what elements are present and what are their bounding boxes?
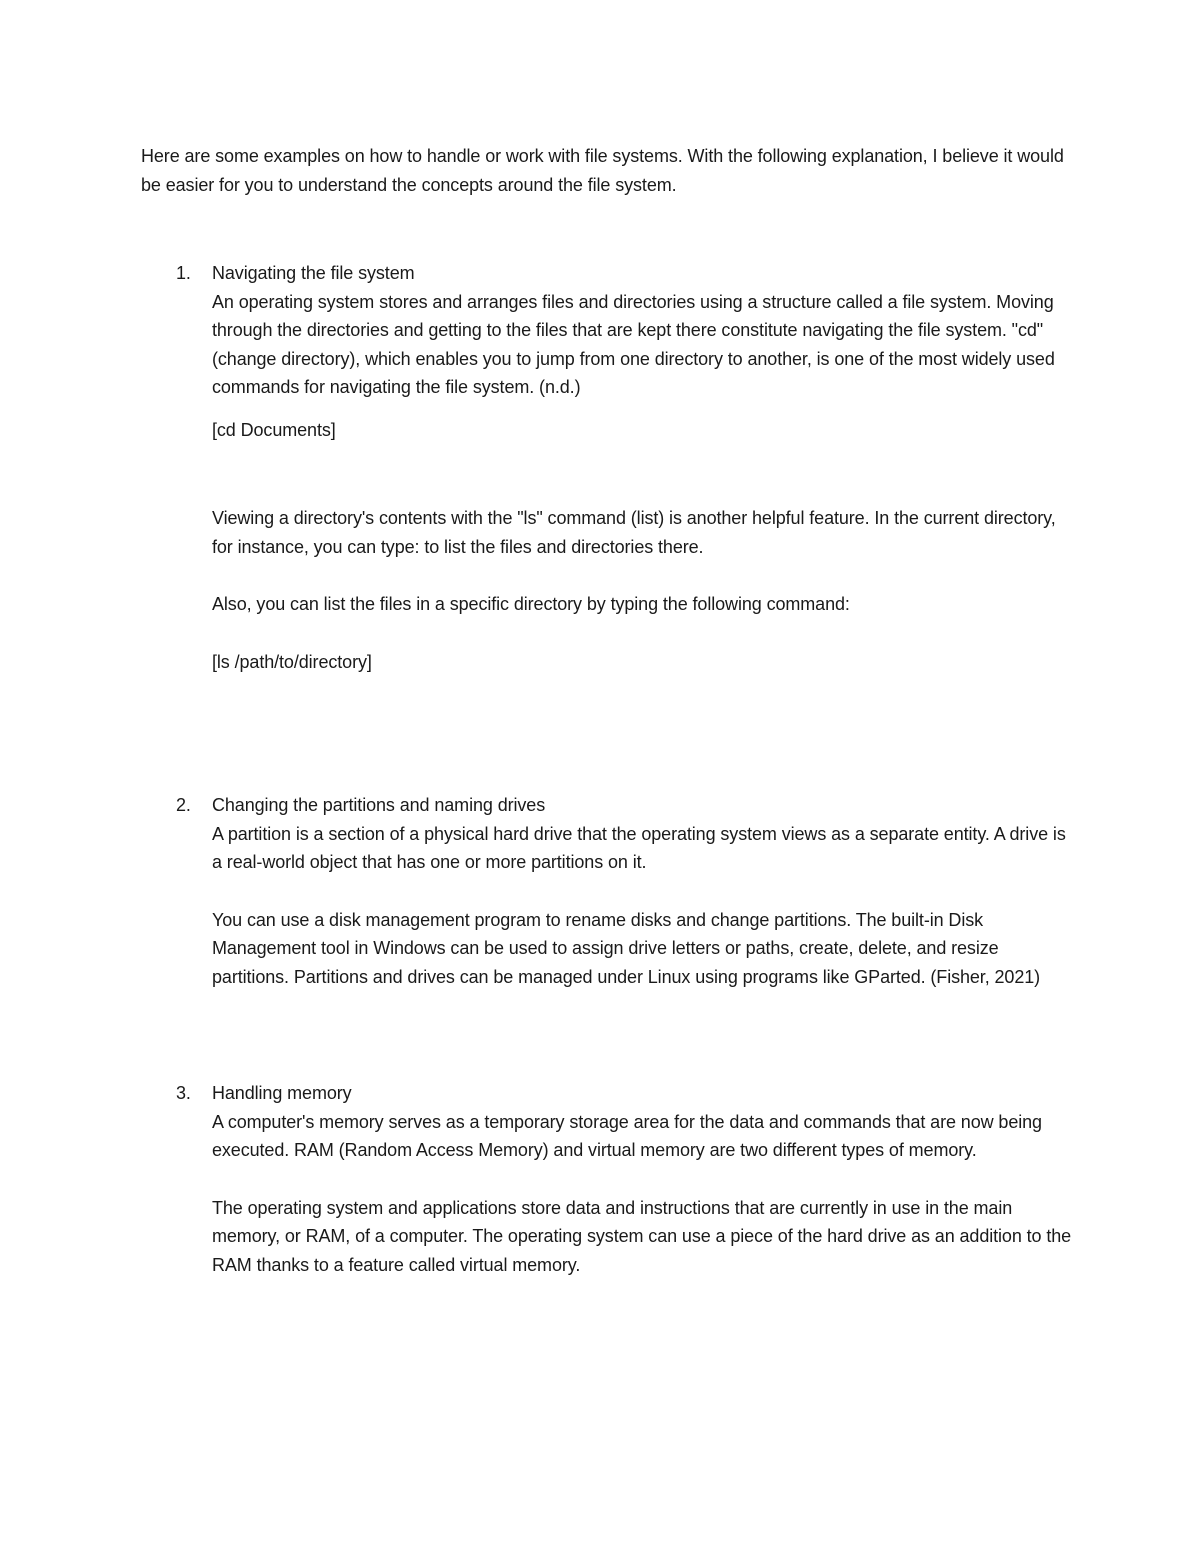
list-item-body — [212, 1079, 1072, 1279]
intro-paragraph: Here are some examples on how to handle or work with file systems. With the following explanation, I believe it would be easier for you to understand the concepts around the file system. — [141, 146, 1064, 195]
paragraph: You can use a disk management program to rename disks and change partitions. The built-in Disk Management tool in Windows can be used to assign drive letters or paths, create, delete, and resize partitions. Partitions and drives can be managed under Linux using programs like GParted. (Fisher, 2021) — [212, 909, 1041, 987]
paragraph: An operating system stores and arranges files and directories using a structure called a file system. Moving through the directories and getting to the files that are kept there constitute navigating the file system. "cd" (change directory), which enables you to jump from one directory to another, is one of the most widely used commands for navigating the file system. (n.d.) — [212, 291, 1055, 397]
list-item-heading: Changing the partitions and naming drives — [212, 795, 546, 815]
list-item-body — [212, 259, 1072, 676]
list-item-body — [212, 791, 1072, 991]
list-number: 3. — [176, 1083, 191, 1103]
command-example: [cd Documents] — [212, 419, 336, 440]
paragraph: Viewing a directory's contents with the "ls" command (list) is another helpful feature. In the current directory, for instance, you can type: to list the files and directories there. — [212, 508, 1056, 557]
list-item-heading: Handling memory — [212, 1083, 352, 1103]
command-example: [ls /path/to/directory] — [212, 651, 372, 672]
list-number: 2. — [176, 795, 191, 815]
paragraph: Also, you can list the files in a specific directory by typing the following command: — [212, 594, 850, 614]
paragraph: A computer's memory serves as a temporary storage area for the data and commands that are now being executed. RAM (Random Access Memory) and virtual memory are two different types of memory. — [212, 1111, 1042, 1160]
list-item-heading: Navigating the file system — [212, 263, 415, 283]
paragraph: A partition is a section of a physical hard drive that the operating system views as a separate entity. A drive is a real-world object that has one or more partitions on it. — [212, 823, 1066, 872]
paragraph: The operating system and applications store data and instructions that are currently in use in the main memory, or RAM, of a computer. The operating system can use a piece of the hard drive as an addition to the RAM thanks to a feature called virtual memory. — [212, 1197, 1072, 1275]
list-number: 1. — [176, 263, 191, 283]
